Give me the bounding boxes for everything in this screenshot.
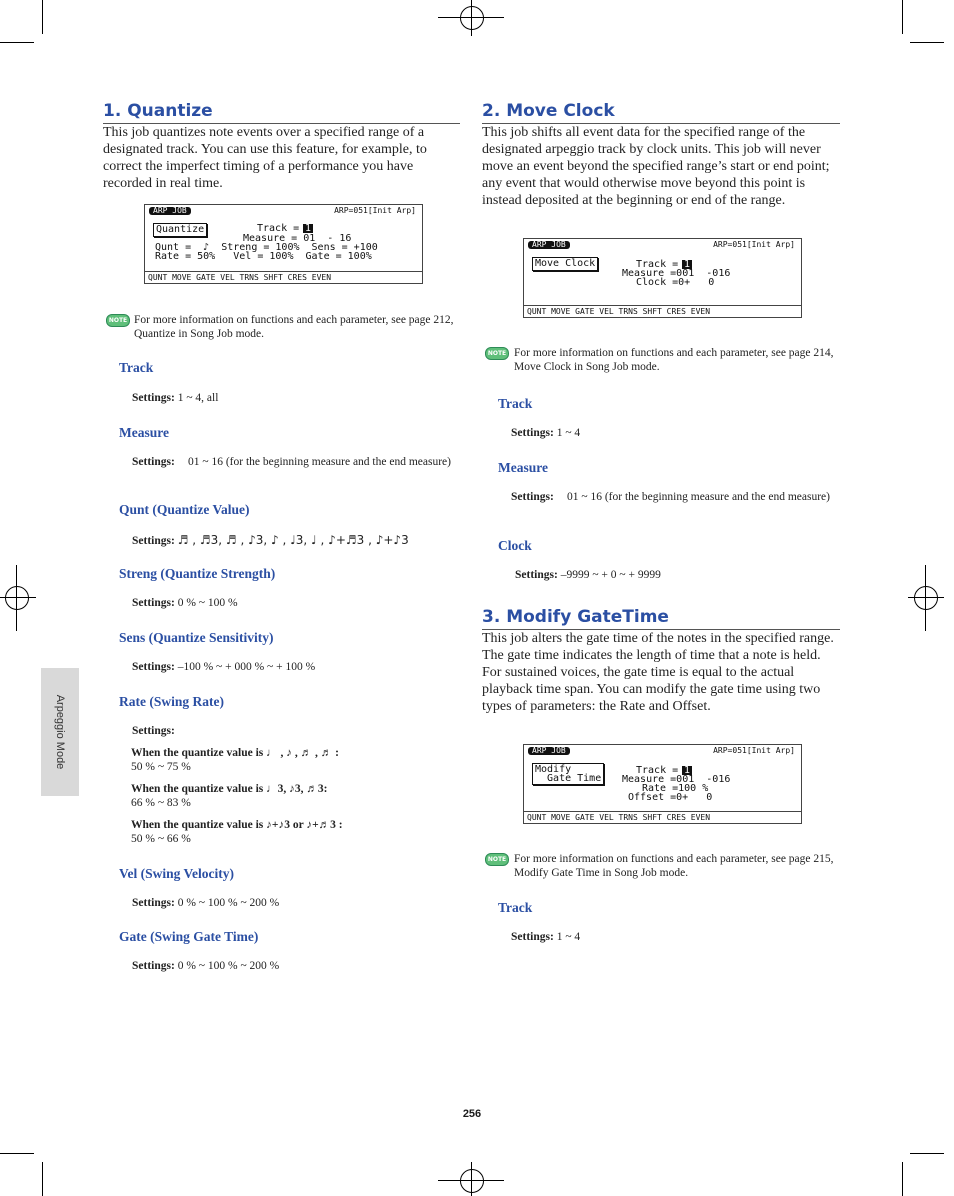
settings-label: Settings: (511, 427, 554, 439)
rate-case-label: When the quantize value is ♩3, ♪3, ♬3: (131, 783, 328, 795)
settings-label: Settings: (132, 597, 175, 609)
settings-value: ♬ , ♬3, ♬ , ♪3, ♪ , ♩3, ♩ , ♪+♬3 , ♪+♪3 (177, 533, 409, 547)
settings-label: Settings: (511, 931, 554, 943)
param-title: Track (498, 900, 533, 915)
lcd-screen-move-clock (523, 238, 802, 318)
rate-case-value: 66 % ~ 83 % (131, 797, 191, 809)
settings-value: 01 ~ 16 (for the beginning measure and the end measure) (188, 456, 451, 468)
settings-value: 01 ~ 16 (for the beginning measure and the end measure) (567, 491, 830, 503)
lcd-line: Offset =0+ 0 (628, 792, 713, 803)
settings-value: 0 % ~ 100 % (177, 597, 238, 609)
registration-mark (914, 586, 938, 610)
crop-mark (910, 42, 944, 43)
param-title: Sens (Quantize Sensitivity) (119, 630, 274, 645)
param-title: Track (119, 360, 154, 375)
settings-label: Settings: (132, 456, 175, 468)
lcd-tag: ARP JOB (528, 241, 570, 249)
crop-mark (42, 1162, 43, 1196)
section-title-modify-gatetime: 3. Modify GateTime (482, 606, 840, 630)
settings-label: Settings: (515, 569, 558, 581)
crop-mark (42, 0, 43, 34)
param-title: Measure (119, 425, 169, 440)
param-title: Qunt (Quantize Value) (119, 502, 250, 517)
param-title: Measure (498, 460, 548, 475)
lcd-line: Rate = 50% Vel = 100% Gate = 100% (155, 251, 372, 262)
crop-mark (902, 1162, 903, 1196)
lcd-function-bar: QUNT MOVE GATE VEL TRNS SHFT CRES EVEN (145, 271, 422, 283)
lcd-cursor: 1 (684, 765, 691, 776)
lcd-line: Track = (257, 223, 300, 234)
rate-case-label: When the quantize value is ♪+♪3 or ♪+♬3 : (131, 819, 343, 831)
modify-gatetime-note: For more information on functions and each parameter, see page 215, Modify Gate Time in Song Job mode. (514, 853, 834, 879)
section-title-quantize: 1. Quantize (103, 100, 460, 124)
lcd-function-bar: QUNT MOVE GATE VEL TRNS SHFT CRES EVEN (524, 811, 801, 823)
lcd-job-box: Quantize (153, 223, 207, 237)
lcd-cursor: 1 (684, 259, 691, 270)
modify-gatetime-body: This job alters the gate time of the notes in the specified range. The gate time indicates the length of time that a note is held. For sustained voices, the gate time is equal to the actual playback time span. You can modify the gate time using two types of parameters: the Rate and Offset. (482, 631, 834, 714)
settings-label: Settings: (132, 897, 175, 909)
param-title: Gate (Swing Gate Time) (119, 929, 259, 944)
side-tab (41, 668, 79, 796)
crop-mark (0, 597, 36, 598)
note-badge: NOTE (106, 314, 130, 327)
settings-label: Settings: (132, 661, 175, 673)
move-clock-note: For more information on functions and each parameter, see page 214, Move Clock in Song Job mode. (514, 347, 834, 373)
crop-mark (902, 0, 903, 34)
lcd-header: ARP=051[Init Arp] (334, 206, 416, 215)
lcd-line: Qunt = ♪ Streng = 100% Sens = +100 (155, 242, 378, 253)
lcd-tag: ARP JOB (149, 207, 191, 215)
settings-value: 0 % ~ 100 % ~ 200 % (177, 960, 280, 972)
crop-mark (16, 565, 17, 631)
settings-value: 1 ~ 4 (556, 931, 581, 943)
lcd-job-box: Move Clock (532, 257, 598, 271)
settings-value: –100 % ~ + 000 % ~ + 100 % (177, 661, 316, 673)
settings-value: 1 ~ 4 (556, 427, 581, 439)
crop-mark (471, 1162, 472, 1196)
page-number: 256 (462, 1108, 482, 1120)
lcd-header: ARP=051[Init Arp] (713, 240, 795, 249)
lcd-line: Track = (636, 765, 679, 776)
registration-mark (460, 6, 484, 30)
registration-mark (5, 586, 29, 610)
settings-label: Settings: (132, 960, 175, 972)
side-tab-label: Arpeggio Mode (54, 694, 66, 770)
quantize-note: For more information on functions and each parameter, see page 212, Quantize in Song Job mode. (134, 314, 454, 340)
move-clock-body: This job shifts all event data for the specified range of the designated arpeggio track by clock units. This job will never move an event beyond the specified range’s start or end point; any event that would otherwise move beyond this point is instead deposited at the beginning or end of the range. (482, 125, 830, 208)
lcd-line: Measure =001 -016 (622, 268, 731, 279)
crop-mark (910, 1153, 944, 1154)
param-title: Vel (Swing Velocity) (119, 866, 235, 881)
lcd-screen-modify-gatetime (523, 744, 802, 824)
crop-mark (908, 597, 944, 598)
crop-mark (471, 0, 472, 36)
lcd-line: Clock =0+ 0 (636, 277, 715, 288)
lcd-job-box: Modify Gate Time (532, 763, 604, 785)
settings-value: –9999 ~ + 0 ~ + 9999 (560, 569, 661, 581)
registration-mark (460, 1169, 484, 1193)
lcd-line: Rate =100 % (642, 783, 709, 794)
lcd-cursor: 1 (305, 223, 312, 234)
settings-value: 0 % ~ 100 % ~ 200 % (177, 897, 280, 909)
crop-mark (0, 42, 34, 43)
settings-label: Settings: (132, 392, 175, 404)
lcd-tag: ARP JOB (528, 747, 570, 755)
settings-label: Settings: (511, 491, 554, 503)
lcd-header: ARP=051[Init Arp] (713, 746, 795, 755)
param-title: Rate (Swing Rate) (119, 694, 224, 709)
quantize-body: This job quantizes note events over a specified range of a designated track. You can use this feature, for example, to correct the imperfect timing of a performance you have recorded in real time. (103, 125, 427, 191)
crop-mark (0, 1153, 34, 1154)
note-badge: NOTE (485, 853, 509, 866)
rate-case-value: 50 % ~ 75 % (131, 761, 191, 773)
settings-value: 1 ~ 4, all (177, 392, 219, 404)
param-title: Track (498, 396, 533, 411)
lcd-line: Measure =001 -016 (622, 774, 731, 785)
param-title: Streng (Quantize Strength) (119, 566, 276, 581)
crop-mark (925, 565, 926, 631)
settings-label: Settings: (132, 725, 175, 737)
lcd-function-bar: QUNT MOVE GATE VEL TRNS SHFT CRES EVEN (524, 305, 801, 317)
lcd-screen-quantize (144, 204, 423, 284)
settings-label: Settings: (132, 535, 175, 547)
lcd-line: Measure = 01 - 16 (243, 233, 352, 244)
section-title-move-clock: 2. Move Clock (482, 100, 840, 124)
rate-case-label: When the quantize value is ♩ , ♪ , ♬ , ♬ : (131, 747, 339, 759)
rate-case-value: 50 % ~ 66 % (131, 833, 191, 845)
param-title: Clock (498, 538, 532, 553)
lcd-line: Track = (636, 259, 679, 270)
note-badge: NOTE (485, 347, 509, 360)
